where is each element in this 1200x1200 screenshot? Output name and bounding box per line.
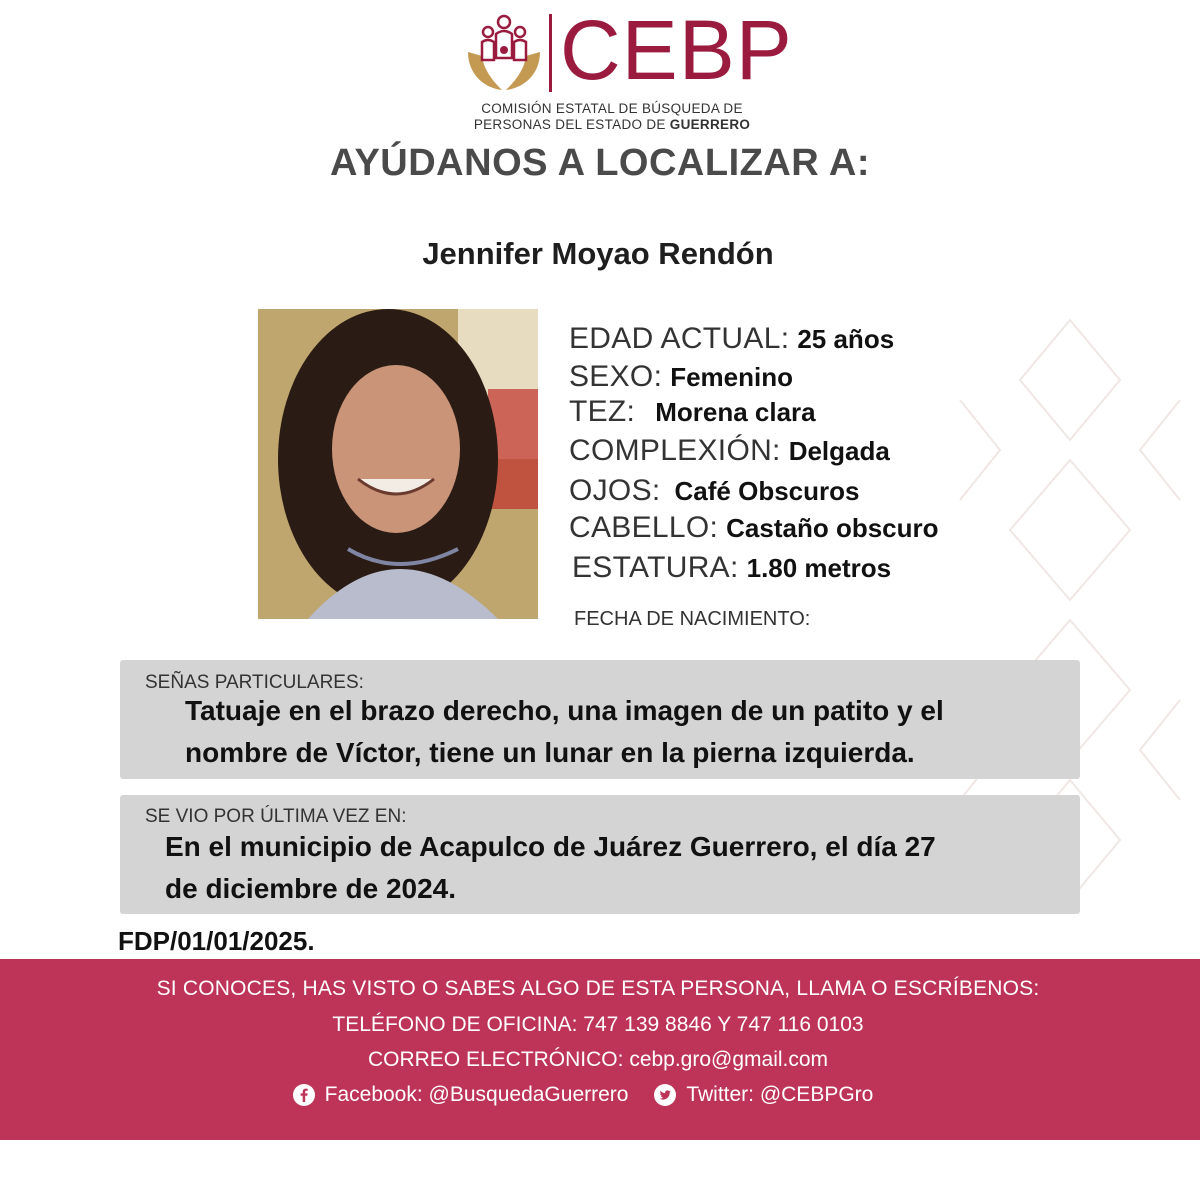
twitter-link[interactable]: [654, 1083, 873, 1107]
folio-number: FDP/01/01/2025.: [118, 926, 315, 956]
attr-sexo: SEXO: Femenino: [569, 360, 793, 393]
logo-brand: CEBP: [560, 3, 793, 97]
attr-cabello: CABELLO: Castaño obscuro: [569, 511, 939, 544]
person-name: Jennifer Moyao Rendón: [422, 236, 774, 271]
twitter-handle: Twitter: @CEBPGro: [686, 1083, 874, 1106]
attr-tez: TEZ: Morena clara: [569, 395, 816, 428]
hands-family-emblem: [462, 12, 546, 96]
ultima-vez-label: SE VIO POR ÚLTIMA VEZ EN:: [145, 806, 407, 827]
twitter-icon: [654, 1084, 676, 1106]
social-links: [0, 1083, 1166, 1112]
org-name-line2: PERSONAS DEL ESTADO DE GUERRERO: [473, 117, 751, 132]
ultima-vez-box: [120, 795, 1080, 914]
attr-estatura: ESTATURA: 1.80 metros: [572, 551, 892, 584]
logo-divider: [549, 14, 552, 92]
facebook-link[interactable]: [293, 1083, 629, 1107]
facebook-handle: Facebook: @BusquedaGuerrero: [324, 1083, 629, 1106]
contact-footer: [0, 959, 1200, 1140]
headline: AYÚDANOS A LOCALIZAR A:: [330, 142, 870, 184]
ultima-vez-text: En el municipio de Acapulco de Juárez Guerrero, el día 27 de diciembre de 2024.: [165, 831, 936, 904]
person-photo: [258, 309, 538, 619]
senas-label: SEÑAS PARTICULARES:: [145, 672, 364, 693]
attr-edad: EDAD ACTUAL: 25 años: [569, 322, 895, 355]
org-name-line1: COMISIÓN ESTATAL DE BÚSQUEDA DE: [481, 101, 743, 116]
footer-email[interactable]: CORREO ELECTRÓNICO: cebp.gro@gmail.com: [367, 1048, 829, 1071]
senas-particulares-box: [120, 660, 1080, 779]
senas-text: Tatuaje en el brazo derecho, una imagen de un patito y el nombre de Víctor, tiene un lunar en la pierna izquierda.: [185, 695, 944, 768]
attr-fecha-nacimiento: FECHA DE NACIMIENTO:: [574, 608, 811, 630]
footer-call-to-action: SI CONOCES, HAS VISTO O SABES ALGO DE ESTA PERSONA, LLAMA O ESCRÍBENOS:: [156, 977, 1040, 1000]
footer-phone[interactable]: TELÉFONO DE OFICINA: 747 139 8846 Y 747 116 0103: [332, 1013, 864, 1036]
attr-complexion: COMPLEXIÓN: Delgada: [569, 434, 890, 467]
attr-ojos: OJOS: Café Obscuros: [569, 474, 860, 507]
facebook-icon: [293, 1084, 315, 1106]
